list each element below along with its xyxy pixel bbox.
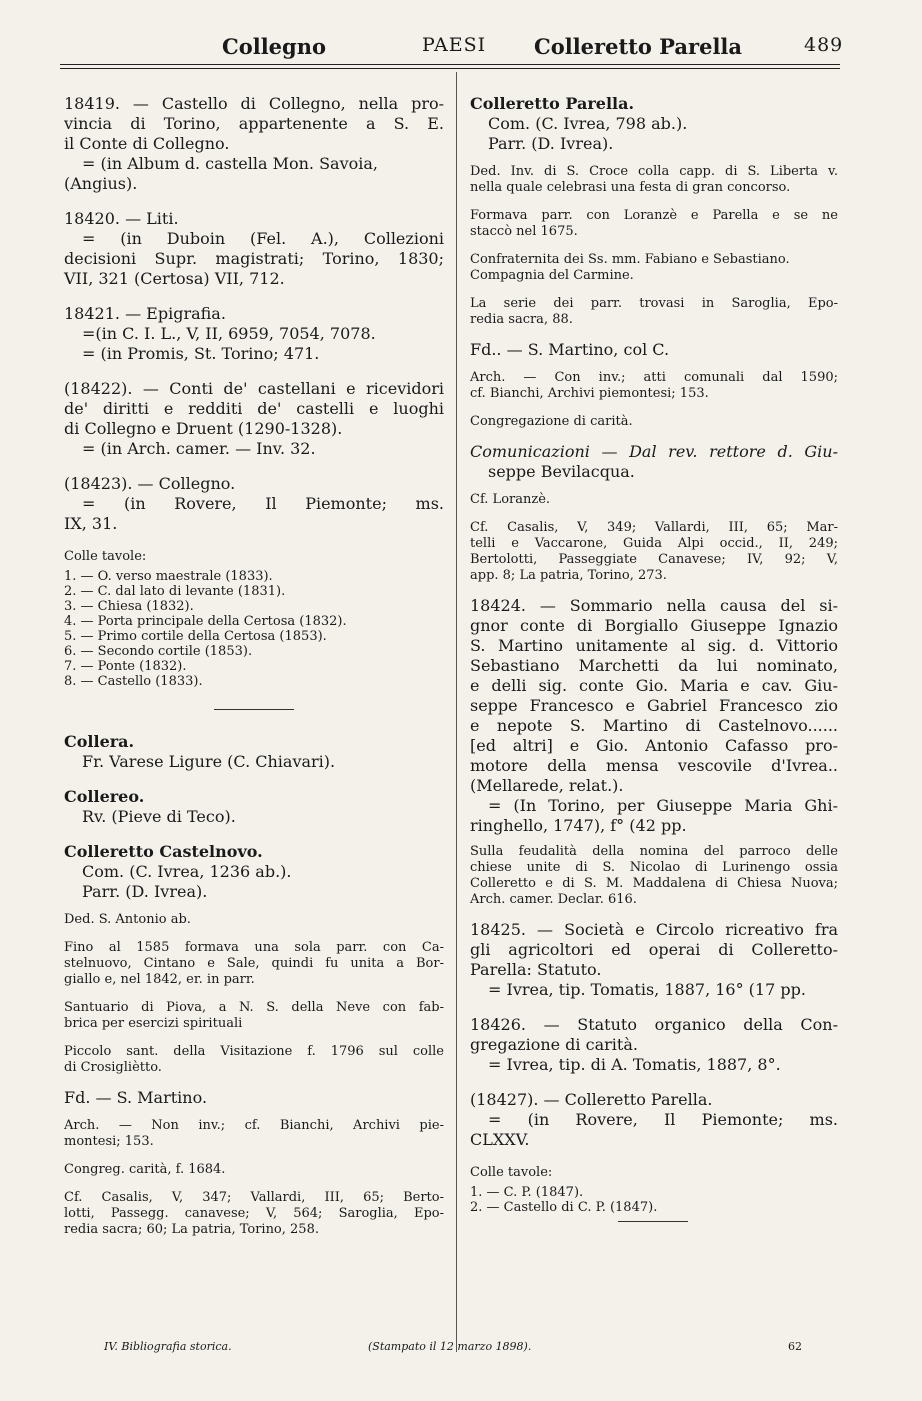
note-line: Colleretto e di S. M. Maddalena di Chiesa Nuova; [470,876,838,891]
note-line: redia sacra, 88. [470,312,573,327]
place-name: Colleretto Castelnovo. [64,842,263,861]
entry-18423 [64,474,444,534]
note-line: cf. Bianchi, Archivi piemontesi; 153. [470,386,709,401]
entry-line: = (in Duboin (Fel. A.), Collezioni [82,229,444,248]
entry-line: (Mellarede, relat.). [470,776,624,795]
place-serie [470,296,838,328]
note-line: Compagnia del Carmine. [470,268,634,283]
note-line: Comunicazioni — Dal rev. rettore d. Giu- [470,442,838,461]
place-line: Fr. Varese Ligure (C. Chiavari). [82,752,336,771]
entry-line: S. Martino unitamente al sig. d. Vittorio [470,636,838,655]
entry-ref: = Ivrea, tip. di A. Tomatis, 1887, 8°. [488,1055,781,1074]
page-number: 489 [804,34,844,56]
entry-line: seppe Francesco e Gabriel Francesco zio [470,696,838,715]
note-line: Arch. camer. Declar. 616. [470,892,637,907]
note-line: nella quale celebrasi una festa di gran concorso. [470,180,791,195]
entry-ref: = (in Album d. castella Mon. Savoia, [82,154,379,173]
tavole-list [470,1185,838,1215]
place-com: Com. (C. Ivrea, 1236 ab.). [82,862,292,881]
tavole-title: Colle tavole: [470,1165,553,1180]
note-line: seppe Bevilacqua. [488,462,635,481]
entry-line: motore della mensa vescovile d'Ivrea.. [470,756,838,775]
note-line: telli e Vaccarone, Guida Alpi occid., II, 249; [470,536,838,551]
place-cf [470,520,838,584]
header-rule [60,64,840,65]
header-rule-second [60,68,840,69]
tavola-item: 1. — C. P. (1847). [470,1185,584,1200]
footer-right: 62 [788,1340,802,1353]
note-line: Fino al 1585 formava una sola parr. con Ca- [64,940,444,955]
tavola-item: 2. — Castello di C. P. (1847). [470,1200,658,1215]
place-com: Com. (C. Ivrea, 798 ab.). [488,114,688,133]
place-cf-loranze: Cf. Loranzè. [470,492,551,507]
place-parr: Parr. (D. Ivrea). [82,882,208,901]
note-line: app. 8; La patria, Torino, 273. [470,568,667,583]
place-ded [470,164,838,196]
section-rule [214,709,294,710]
tavola-item: 5. — Primo cortile della Certosa (1853). [64,629,327,644]
entry-line: de' diritti e redditi de' castelli e luoghi [64,399,444,418]
note-line: di Crosigliètto. [64,1060,162,1075]
header-section: PAESI [422,34,487,56]
place-arch [64,1118,444,1150]
entry-18422 [64,379,444,459]
entry-line: gregazione di carità. [470,1035,638,1054]
left-column [64,94,444,1250]
header-left-keyword: Collegno [222,34,326,59]
place-colleretto-castelnovo [64,842,444,902]
note-line: Piccolo sant. della Visitazione f. 1796 sul colle [64,1044,444,1059]
note-line: Ded. Inv. di S. Croce colla capp. di S. Liberta v. [470,164,838,179]
tavole-list [64,569,444,689]
entry-18420 [64,209,444,289]
tavola-item: 6. — Secondo cortile (1853). [64,644,253,659]
entry-line: (18423). — Collegno. [64,474,236,493]
entry-line: 18424. — Sommario nella causa del si- [470,596,838,615]
entry-line: 18421. — Epigrafia. [64,304,226,323]
entry-line: 18425. — Società e Circolo ricreativo fra [470,920,838,939]
note-line: montesi; 153. [64,1134,154,1149]
entry-line: (18427). — Colleretto Parella. [470,1090,713,1109]
note-line: Bertolotti, Passeggiate Canavese; IV, 92; V, [470,552,838,567]
entry-line: gli agricoltori ed operai di Colleretto- [470,940,838,959]
entry-line: vincia di Torino, appartenente a S. E. [64,114,444,133]
place-confraternita [470,252,838,284]
entry-line: 18419. — Castello di Collegno, nella pro- [64,94,444,113]
entry-line: gnor conte di Borgiallo Giuseppe Ignazio [470,616,838,635]
note-line: chiese unite di S. Nicolao di Lurinengo ossia [470,860,838,875]
place-colleretto-parella [470,94,838,154]
note-line: Santuario di Piova, a N. S. della Neve con fab- [64,1000,444,1015]
entry-line: IX, 31. [64,514,118,533]
entry-line: decisioni Supr. magistrati; Torino, 1830; [64,249,444,268]
tavola-item: 1. — O. verso maestrale (1833). [64,569,273,584]
place-collereo [64,787,444,827]
entry-ref: = (In Torino, per Giuseppe Maria Ghi- [488,796,838,815]
note-line: Cf. Casalis, V, 349; Vallardi, III, 65; Mar- [470,520,838,535]
entry-18424 [470,596,838,836]
place-fd: Fd.. — S. Martino, col C. [470,340,670,359]
footer-center: (Stampato il 12 marzo 1898). [368,1340,532,1353]
entry-ref: = Ivrea, tip. Tomatis, 1887, 16° (17 pp. [488,980,806,999]
tavola-item: 8. — Castello (1833). [64,674,203,689]
entry-line: Parella: Statuto. [470,960,602,979]
entry-line: = (in Arch. camer. — Inv. 32. [82,439,316,458]
place-cf [64,1190,444,1238]
entry-18424-note [470,844,838,908]
note-line: Arch. — Non inv.; cf. Bianchi, Archivi pie- [64,1118,444,1133]
note-line: staccò nel 1675. [470,224,578,239]
note-line: giallo e, nel 1842, er. in parr. [64,972,255,987]
place-name: Colleretto Parella. [470,94,635,113]
entry-line: e nepote S. Martino di Castelnovo...... [470,716,838,735]
place-note-santuario [64,1000,444,1032]
tavola-item: 4. — Porta principale della Certosa (1832). [64,614,347,629]
note-line: stelnuovo, Cintano e Sale, quindi fu unita a Bor- [64,956,444,971]
place-line: Rv. (Pieve di Teco). [82,807,236,826]
place-note-fino [64,940,444,988]
entry-line: il Conte di Collegno. [64,134,230,153]
place-arch [470,370,838,402]
place-name: Collera. [64,732,135,751]
entry-line: di Collegno e Druent (1290-1328). [64,419,343,438]
place-fd: Fd. — S. Martino. [64,1088,208,1107]
entry-18425 [470,920,838,1000]
place-comunicazioni [470,442,838,482]
header-right-keyword: Colleretto Parella [534,34,743,59]
entry-line: (18422). — Conti de' castellani e ricevidori [64,379,444,398]
right-column [470,94,838,1244]
tavola-item: 3. — Chiesa (1832). [64,599,194,614]
column-divider [456,72,457,1352]
entry-line: = (in Rovere, Il Piemonte; ms. [488,1110,838,1129]
section-rule [618,1221,688,1222]
entry-line: 18420. — Liti. [64,209,179,228]
place-name: Collereo. [64,787,145,806]
entry-line: =(in C. I. L., V, II, 6959, 7054, 7078. [82,324,376,343]
entry-18421 [64,304,444,364]
note-line: Formava parr. con Loranzè e Parella e se ne [470,208,838,223]
entry-line: = (in Rovere, Il Piemonte; ms. [82,494,444,513]
place-collera [64,732,444,772]
note-line: redia sacra; 60; La patria, Torino, 258. [64,1222,319,1237]
entry-18419 [64,94,444,194]
note-line: lotti, Passegg. canavese; V, 564; Saroglia, Epo- [64,1206,444,1221]
entry-line: 18426. — Statuto organico della Con- [470,1015,838,1034]
entry-line: VII, 321 (Certosa) VII, 712. [64,269,285,288]
note-line: Arch. — Con inv.; atti comunali dal 1590; [470,370,838,385]
entry-18427 [470,1090,838,1150]
place-congregazione: Congregazione di carità. [470,414,633,429]
footer-left: IV. Bibliografia storica. [104,1340,232,1353]
running-header [60,34,844,62]
note-line: Confraternita dei Ss. mm. Fabiano e Sebastiano. [470,252,790,267]
place-ded: Ded. S. Antonio ab. [64,912,191,927]
place-note-piccolo [64,1044,444,1076]
entry-ref: ringhello, 1747), f° (42 pp. [470,816,687,835]
place-parr: Parr. (D. Ivrea). [488,134,614,153]
note-line: Cf. Casalis, V, 347; Vallardi, III, 65; Berto- [64,1190,444,1205]
entry-line: [ed altri] e Gio. Antonio Cafasso pro- [470,736,838,755]
entry-line: e delli sig. conte Gio. Maria e cav. Giu- [470,676,838,695]
entry-18426 [470,1015,838,1075]
note-line: Sulla feudalità della nomina del parroco delle [470,844,838,859]
entry-line: Sebastiano Marchetti da lui nominato, [470,656,838,675]
tavola-item: 7. — Ponte (1832). [64,659,187,674]
place-congreg: Congreg. carità, f. 1684. [64,1162,226,1177]
note-line: brica per esercizi spirituali [64,1016,243,1031]
place-formava [470,208,838,240]
entry-ref: (Angius). [64,174,138,193]
tavola-item: 2. — C. dal lato di levante (1831). [64,584,286,599]
tavole-title: Colle tavole: [64,549,147,564]
note-line: La serie dei parr. trovasi in Saroglia, Epo- [470,296,838,311]
entry-line: CLXXV. [470,1130,530,1149]
entry-line: = (in Promis, St. Torino; 471. [82,344,320,363]
